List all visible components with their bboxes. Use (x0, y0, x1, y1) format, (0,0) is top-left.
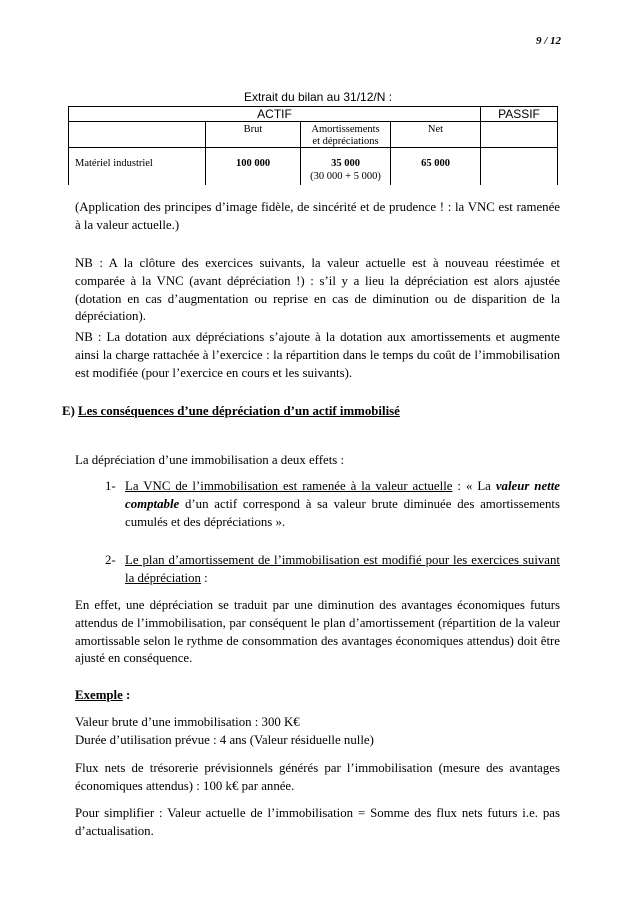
effect-item-1 (105, 478, 560, 531)
net-value: 65 000 (421, 158, 450, 169)
section-e-explanation: En effet, une dépréciation se traduit par une diminution des avantages économiques futurs attendus de l’immobilisation, par conséquent le plan d’amortissement (répartition de la valeur amortissable selon le rythme de consommation des avantages économiques attendus) doit être ajusté en conséquence. (75, 598, 560, 666)
table-cell-gross (205, 147, 300, 185)
effect-number-1: 1- (105, 479, 116, 493)
example-useful-life: Durée d’utilisation prévue : 4 ans (Valeur résiduelle nulle) (75, 732, 374, 747)
gross-value: 100 000 (235, 158, 271, 169)
effect-definition-1: d’un actif correspond à sa valeur brute diminuée des amortissements cumulés et des dépréciations ». (125, 496, 560, 529)
example-heading-suffix: : (122, 688, 131, 702)
section-e-heading (62, 403, 560, 421)
section-e-title: Les conséquences d’une dépréciation d’un actif immobilisé (78, 404, 400, 418)
effect-text-2 (125, 552, 560, 588)
table-row-label: Matériel industriel (68, 147, 205, 185)
effect-lead-in-2: : (200, 570, 208, 585)
example-gross-value: Valeur brute d’une immobilisation : 300 K€ (75, 715, 300, 729)
header-depreciation (300, 121, 390, 147)
header-passif-empty (480, 121, 558, 147)
example-heading-label: Exemple (75, 688, 123, 702)
table-cell-depreciation (300, 147, 390, 185)
section-e-intro: La dépréciation d’une immobilisation a deux effets : (75, 453, 345, 467)
nb-allocation-note: NB : La dotation aux dépréciations s’ajoute à la dotation aux amortissements et augmente ainsi la charge rattachée à l’exercice : la répartition dans le temps du coût de l’immobilisation est modifiée (pour l’exercice en cours et les suivants). (75, 330, 560, 380)
depreciation-detail: (30 000 + 5 000) (310, 171, 381, 182)
effect-item-2 (105, 552, 560, 588)
page-number: 9 / 12 (535, 35, 561, 47)
effect-number-2: 2- (105, 553, 116, 567)
header-cell-empty (68, 121, 205, 147)
table-cell-net (390, 147, 480, 185)
header-gross: Brut (205, 121, 300, 147)
section-e-letter: E) (62, 404, 75, 418)
effect-term-1: valeur nette comptable (125, 479, 560, 511)
effect-text-1 (125, 478, 560, 531)
effect-title-2: Le plan d’amortissement de l’immobilisation est modifié pour les exercices suivant la dépréciation (125, 553, 560, 585)
passif-header: PASSIF (480, 106, 558, 121)
example-cash-flows: Flux nets de trésorerie prévisionnels générés par l’immobilisation (mesure des avantages économiques attendus) : 100 k€ par année. (75, 761, 560, 793)
balance-extract-caption: Extrait du bilan au 31/12/N : (243, 90, 393, 104)
example-simplification: Pour simplifier : Valeur actuelle de l’immobilisation = Somme des flux nets futurs i.e. pas d’actualisation. (75, 806, 560, 838)
nb-reassessment-note: NB : A la clôture des exercices suivants, la valeur actuelle est à nouveau réestimée et comparée à la VNC (avant dépréciation !) : s’il y a lieu la dépréciation est alors ajustée (dotation en cas d’augmentation ou reprise en cas de diminution ou de disparition de la dépréciation). (75, 256, 560, 324)
balance-extract-table (68, 106, 558, 185)
header-depreciation-label: Amortissements et dépréciations (311, 124, 380, 147)
effect-lead-in-1: : « La (452, 479, 496, 493)
effect-title-1: La VNC de l’immobilisation est ramenée à la valeur actuelle (125, 479, 453, 493)
actif-header: ACTIF (68, 106, 480, 121)
application-note: (Application des principes d’image fidèle, de sincérité et de prudence ! : la VNC est ramenée à la valeur actuelle.) (75, 200, 560, 232)
header-net: Net (390, 121, 480, 147)
table-cell-passif-empty (480, 147, 558, 185)
example-heading (75, 687, 560, 705)
depreciation-value: 35 000 (331, 158, 360, 169)
example-data (75, 714, 560, 750)
